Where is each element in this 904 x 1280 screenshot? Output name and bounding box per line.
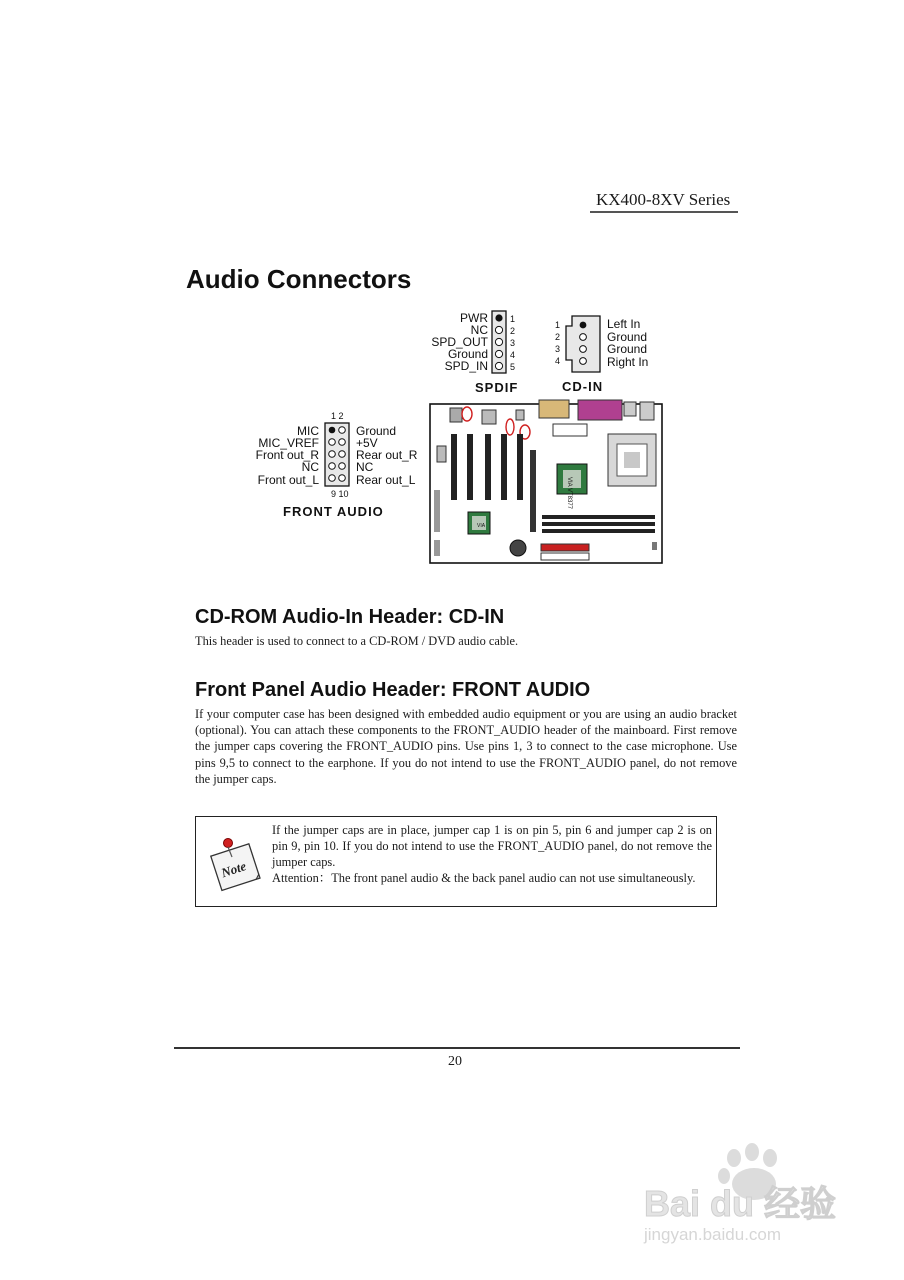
front-audio-left-pin: NC xyxy=(301,460,319,474)
cdin-label: CD-IN xyxy=(562,379,604,394)
pci-slot xyxy=(467,434,473,500)
note-paragraph-1: If the jumper caps are in place, jumper cap 1 is on pin 5, pin 6 and jumper cap 2 is on pin 9, pin 10. If you do not intend to use the FRONT_AUDIO panel, do not remove the jumper caps. xyxy=(272,823,712,870)
cdin-pin-name: Right In xyxy=(607,355,649,369)
section-body-cdin: This header is used to connect to a CD-ROM / DVD audio cable. xyxy=(195,634,519,648)
front-audio-header xyxy=(256,411,418,519)
cdin-pin-num: 2 xyxy=(555,332,561,342)
agp-slot xyxy=(530,450,536,532)
front-audio-right-pin: +5V xyxy=(356,436,378,450)
audio-connector-diagram xyxy=(0,0,904,600)
front-audio-left-pin: Front out_R xyxy=(255,448,319,462)
cdin-pin-name: Ground xyxy=(607,330,648,344)
spdif-pin-name: NC xyxy=(470,323,488,337)
pci-slot xyxy=(451,434,457,500)
north-bridge-chip-label: VIA VT8377 xyxy=(566,477,572,510)
front-audio-right-pin: NC xyxy=(356,460,374,474)
spdif-pin-name: PWR xyxy=(460,311,488,325)
footer-rule xyxy=(174,1047,740,1049)
front-audio-left-pin: Front out_L xyxy=(257,473,319,487)
page-number: 20 xyxy=(448,1054,462,1069)
front-audio-left-pin: MIC xyxy=(297,424,319,438)
pci-slot xyxy=(517,434,523,500)
cdin-pin-num: 4 xyxy=(555,356,561,366)
front-audio-right-pin: Rear out_R xyxy=(356,448,418,462)
cdin-pin-num: 3 xyxy=(555,344,561,354)
spdif-pin-num: 3 xyxy=(510,338,516,348)
spdif-pin-num: 1 xyxy=(510,314,516,324)
south-bridge-chip-label: VIA xyxy=(477,523,486,529)
watermark-brand: Bai du 经验 xyxy=(644,1183,837,1224)
ide-connector xyxy=(541,544,589,551)
spdif-pin-num: 4 xyxy=(510,350,516,360)
front-audio-label: FRONT AUDIO xyxy=(283,504,384,519)
note-paragraph-2: Attention：The front panel audio & the back panel audio can not use simultaneously. xyxy=(272,871,696,885)
watermark-url: jingyan.baidu.com xyxy=(644,1225,782,1244)
cmos-battery xyxy=(510,540,526,556)
spdif-label: SPDIF xyxy=(475,380,519,395)
front-audio-right-pin: Rear out_L xyxy=(356,473,416,487)
cd-in-header xyxy=(555,316,648,394)
front-audio-top-pin-numbers: 1 2 xyxy=(331,411,344,421)
dimm-slot xyxy=(542,515,655,519)
note-icon xyxy=(206,835,266,897)
motherboard-layout xyxy=(430,400,662,563)
dimm-slot xyxy=(542,522,655,526)
note-icon-text: Note xyxy=(219,858,248,881)
cdin-pin-num: 1 xyxy=(555,320,561,330)
pci-slot xyxy=(501,434,507,500)
front-audio-left-pin: MIC_VREF xyxy=(258,436,319,450)
note-box xyxy=(195,816,717,907)
parallel-port xyxy=(578,400,622,420)
front-audio-bottom-pin-numbers: 9 10 xyxy=(331,489,349,499)
serial-port xyxy=(539,400,569,418)
series-header: KX400-8XV Series xyxy=(596,190,731,209)
spdif-pin-num: 5 xyxy=(510,362,516,372)
spdif-pin-name: SPD_OUT xyxy=(431,335,488,349)
section-body-front-audio: If your computer case has been designed with embedded audio equipment or you are using an audio bracket (optional). You can attach these components to the FRONT_AUDIO header of the mainboard. First remove the jumper caps covering the FRONT_AUDIO pins. Use pins 1, 3 to connect to the case microphone. Use pins 9,5 to connect to the earphone. If you do not intend to use the FRONT_AUDIO panel, do not remove the jumper caps. xyxy=(195,707,737,786)
cdin-pin-name: Left In xyxy=(607,317,641,331)
front-audio-right-pin: Ground xyxy=(356,424,397,438)
dimm-slot xyxy=(542,529,655,533)
baidu-watermark xyxy=(636,1140,866,1250)
section-title-front-audio: Front Panel Audio Header: FRONT AUDIO xyxy=(195,679,591,701)
cdin-pin-name: Ground xyxy=(607,342,648,356)
page-title: Audio Connectors xyxy=(186,264,412,294)
section-title-cdin: CD-ROM Audio-In Header: CD-IN xyxy=(195,606,505,628)
floppy-connector xyxy=(541,553,589,560)
spdif-header xyxy=(431,311,518,395)
pci-slot xyxy=(485,434,491,500)
spdif-pin-name: Ground xyxy=(447,347,488,361)
spdif-pin-num: 2 xyxy=(510,326,516,336)
spdif-pin-name: SPD_IN xyxy=(444,359,488,373)
